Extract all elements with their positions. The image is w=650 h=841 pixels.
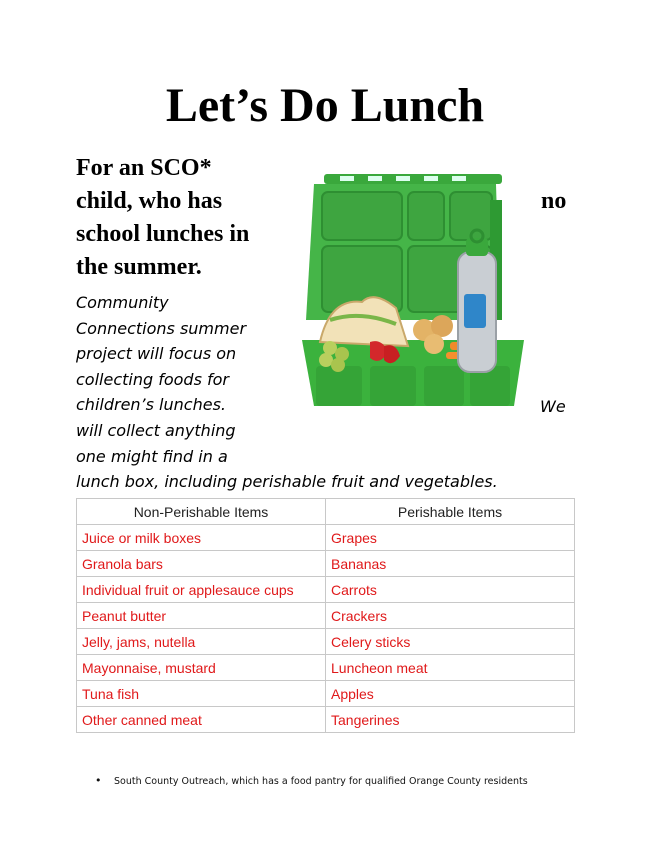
intro-bold-text bbox=[76, 152, 296, 284]
table-row bbox=[77, 681, 575, 707]
intro-bold-line: child, who has bbox=[76, 188, 223, 214]
bullet-icon: • bbox=[95, 774, 102, 787]
lunchbox-icon bbox=[300, 170, 532, 420]
table-cell: Jelly, jams, nutella bbox=[77, 629, 326, 655]
intro-italic-line: will collect anything bbox=[76, 420, 236, 440]
intro-italic-line: one might find in a bbox=[76, 446, 228, 466]
intro-italic-line: children’s lunches. bbox=[76, 395, 226, 415]
page-title: Let’s Do Lunch bbox=[165, 79, 485, 132]
table-row bbox=[77, 707, 575, 733]
footnote-text: South County Outreach, which has a food pantry for qualified Orange County residents bbox=[114, 776, 528, 787]
intro-italic-line: Community bbox=[76, 293, 169, 312]
table-cell: Luncheon meat bbox=[326, 655, 575, 681]
intro-bold-right-word: no bbox=[541, 188, 567, 214]
table-cell: Grapes bbox=[326, 525, 575, 551]
table-cell: Carrots bbox=[326, 577, 575, 603]
table-row bbox=[77, 551, 575, 577]
table-cell: Tuna fish bbox=[77, 681, 326, 707]
table-row bbox=[77, 525, 575, 551]
table-cell: Granola bars bbox=[77, 551, 326, 577]
table-cell: Bananas bbox=[326, 551, 575, 577]
footnote bbox=[95, 774, 528, 787]
column-header-perishable: Perishable Items bbox=[326, 499, 575, 525]
table-cell: Individual fruit or applesauce cups bbox=[77, 577, 326, 603]
intro-italic-line: collecting foods for bbox=[76, 369, 230, 389]
table-cell: Celery sticks bbox=[326, 629, 575, 655]
intro-bold-line: the summer. bbox=[76, 254, 202, 280]
intro-italic-text bbox=[76, 290, 286, 469]
table-cell: Juice or milk boxes bbox=[77, 525, 326, 551]
table-row bbox=[77, 603, 575, 629]
food-items-table bbox=[76, 498, 575, 733]
table-row bbox=[77, 577, 575, 603]
table-cell: Tangerines bbox=[326, 707, 575, 733]
table-row bbox=[77, 629, 575, 655]
intro-italic-line: Connections summer bbox=[76, 318, 247, 338]
table-cell: Mayonnaise, mustard bbox=[77, 655, 326, 681]
intro-italic-last-line: lunch box, including perishable fruit and vegetables. bbox=[76, 472, 498, 491]
table-cell: Other canned meat bbox=[77, 707, 326, 733]
table-cell: Peanut butter bbox=[77, 603, 326, 629]
table-cell: Apples bbox=[326, 681, 575, 707]
intro-bold-line: For an SCO* bbox=[76, 155, 212, 181]
column-header-non-perishable: Non-Perishable Items bbox=[77, 499, 326, 525]
table-header-row bbox=[77, 499, 575, 525]
table-cell: Crackers bbox=[326, 603, 575, 629]
intro-italic-line: project will focus on bbox=[76, 344, 237, 364]
intro-italic-right-word: We bbox=[540, 397, 566, 416]
table-row bbox=[77, 655, 575, 681]
intro-bold-line: school lunches in bbox=[76, 221, 250, 247]
